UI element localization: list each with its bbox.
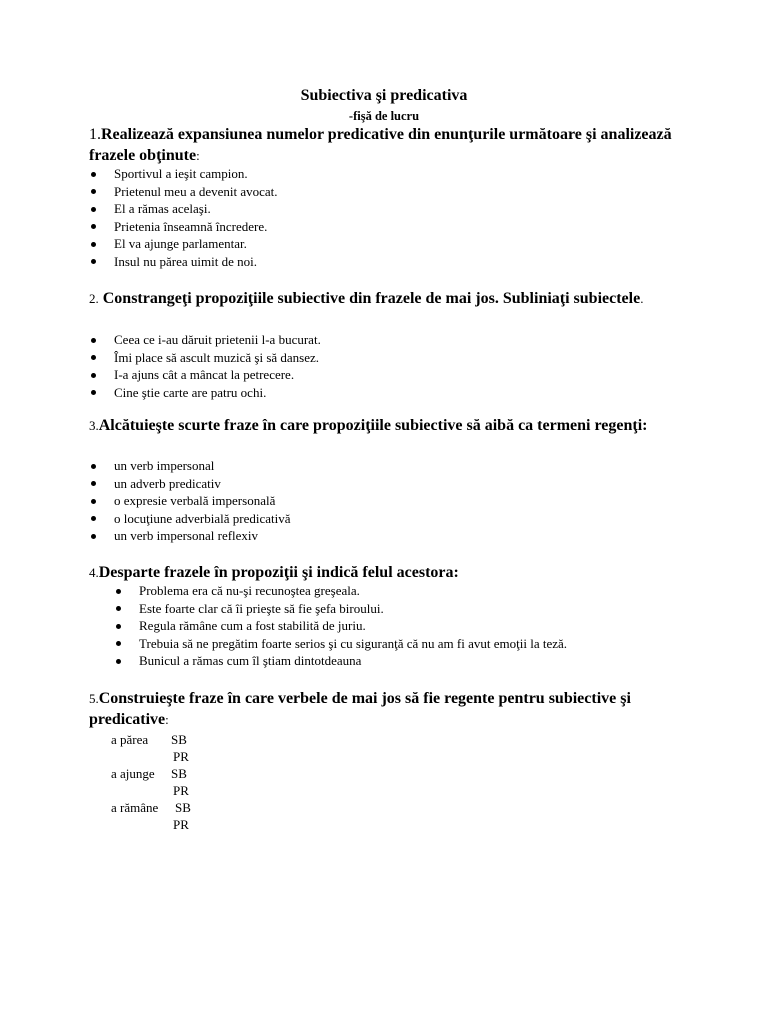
bullet-icon: [116, 606, 121, 611]
bullet-icon: [116, 641, 121, 646]
list-item-text: Insul nu părea uimit de noi.: [114, 253, 257, 269]
exercise-3-list: [114, 457, 291, 545]
list-item-text: Îmi place să ascult muzică şi să dansez.: [114, 349, 320, 365]
exercise-2-heading: [89, 288, 679, 309]
bullet-icon: [91, 172, 96, 177]
list-item: [139, 617, 567, 635]
pr-tag: PR: [173, 817, 189, 832]
list-item: [114, 253, 278, 271]
exercise-3-heading: [89, 415, 649, 436]
list-item: [139, 582, 567, 600]
bullet-icon: [91, 259, 96, 264]
bullet-icon: [91, 516, 96, 521]
list-item-text: Sportivul a ieşit campion.: [114, 166, 248, 181]
list-item: [139, 635, 567, 653]
list-item-text: I-a ajuns cât a mâncat la petrecere.: [114, 367, 295, 383]
bullet-icon: [91, 242, 96, 247]
worksheet-subtitle: -fişă de lucru: [348, 109, 420, 123]
exercise-2-tail: .: [640, 291, 644, 306]
bullet-icon: [91, 481, 96, 486]
exercise-5-tail: :: [165, 712, 169, 727]
exercise-1-list: [114, 165, 278, 271]
list-item-text: Prietenia înseamnă încredere.: [114, 218, 268, 234]
list-item-text: Ceea ce i-au dăruit prietenii l-a bucurat.: [114, 332, 321, 347]
list-item: [114, 384, 321, 402]
bullet-icon: [91, 499, 96, 504]
list-item: [114, 510, 291, 528]
list-item-text: Este foarte clar că îi prieşte să fie şefa biroului.: [139, 600, 384, 616]
pr-tag: PR: [173, 783, 189, 798]
list-item: [139, 652, 567, 670]
bullet-icon: [91, 464, 96, 469]
list-item: [114, 165, 278, 183]
list-item: [114, 457, 291, 475]
worksheet-title: Subiectiva şi predicativa: [300, 87, 468, 104]
bullet-icon: [91, 189, 96, 194]
list-item: [114, 235, 278, 253]
bullet-icon: [91, 390, 96, 395]
list-item: [114, 183, 278, 201]
list-item-text: o expresie verbală impersonală: [114, 493, 276, 509]
list-item: [114, 218, 278, 236]
pr-tag: PR: [173, 749, 189, 764]
list-item: [114, 475, 291, 493]
list-item-text: Regula rămâne cum a fost stabilită de juriu.: [139, 618, 366, 634]
exercise-5-text: Construieşte fraze în care verbele de mai jos să fie regente pentru subiective şi predicative: [89, 690, 631, 728]
exercise-1-text: Realizează expansiunea numelor predicative din enunţurile următoare şi analizează frazele obţinute: [89, 126, 672, 164]
list-item-text: Bunicul a rămas cum îl ştiam dintotdeauna: [139, 653, 362, 669]
bullet-icon: [116, 589, 121, 594]
list-item: [114, 527, 291, 545]
exercise-2-text: Constrangeţi propoziţiile subiective din frazele de mai jos. Subliniaţi subiectele: [98, 290, 641, 307]
list-item-text: Trebuia să ne pregătim foarte serios şi cu siguranţă că nu am fi avut emoţii la teză.: [139, 635, 568, 651]
exercise-5-number: 5.: [89, 691, 99, 706]
list-item: [139, 600, 567, 618]
list-item-text: un adverb predicativ: [114, 475, 221, 491]
exercise-4-number: 4.: [89, 565, 99, 580]
list-item-text: un verb impersonal reflexiv: [114, 528, 259, 544]
bullet-icon: [91, 207, 96, 212]
sb-tag: SB: [171, 732, 187, 747]
list-item: [114, 331, 321, 349]
bullet-icon: [91, 338, 96, 343]
exercise-3-text: Alcătuieşte scurte fraze în care propoziţiile subiective să aibă ca termeni regenţi:: [98, 417, 648, 434]
bullet-icon: [116, 659, 121, 664]
exercise-5-heading: [89, 688, 689, 730]
verb-label: a rămâne: [111, 800, 159, 815]
exercise-2-number: 2.: [89, 291, 99, 306]
bullet-icon: [91, 224, 96, 229]
exercise-1-number: 1.: [89, 126, 101, 143]
exercise-2-list: [114, 331, 321, 401]
exercise-1-tail: :: [196, 148, 200, 163]
bullet-icon: [91, 373, 96, 378]
list-item: [114, 366, 321, 384]
list-item-text: El va ajunge parlamentar.: [114, 236, 247, 252]
exercise-3-number: 3.: [89, 418, 99, 433]
list-item-text: o locuţiune adverbială predicativă: [114, 510, 291, 526]
exercise-4-heading: [89, 562, 689, 583]
list-item-text: Prietenul meu a devenit avocat.: [114, 183, 278, 199]
verb-label: a ajunge: [111, 766, 155, 781]
list-item: [114, 492, 291, 510]
exercise-4-list: [139, 582, 567, 670]
exercise-1-heading: [89, 124, 689, 166]
list-item-text: Problema era că nu-şi recunoştea greşeala.: [139, 583, 360, 598]
bullet-icon: [116, 624, 121, 629]
sb-tag: SB: [175, 800, 191, 815]
sb-tag: SB: [171, 766, 187, 781]
list-item: [114, 349, 321, 367]
list-item-text: Cine ştie carte are patru ochi.: [114, 384, 267, 400]
list-item: [114, 200, 278, 218]
list-item-text: El a rămas acelaşi.: [114, 201, 211, 217]
exercise-4-text: Desparte frazele în propoziţii şi indică felul acestora:: [98, 564, 459, 581]
verb-label: a părea: [111, 732, 149, 747]
bullet-icon: [91, 355, 96, 360]
bullet-icon: [91, 534, 96, 539]
list-item-text: un verb impersonal: [114, 458, 215, 473]
